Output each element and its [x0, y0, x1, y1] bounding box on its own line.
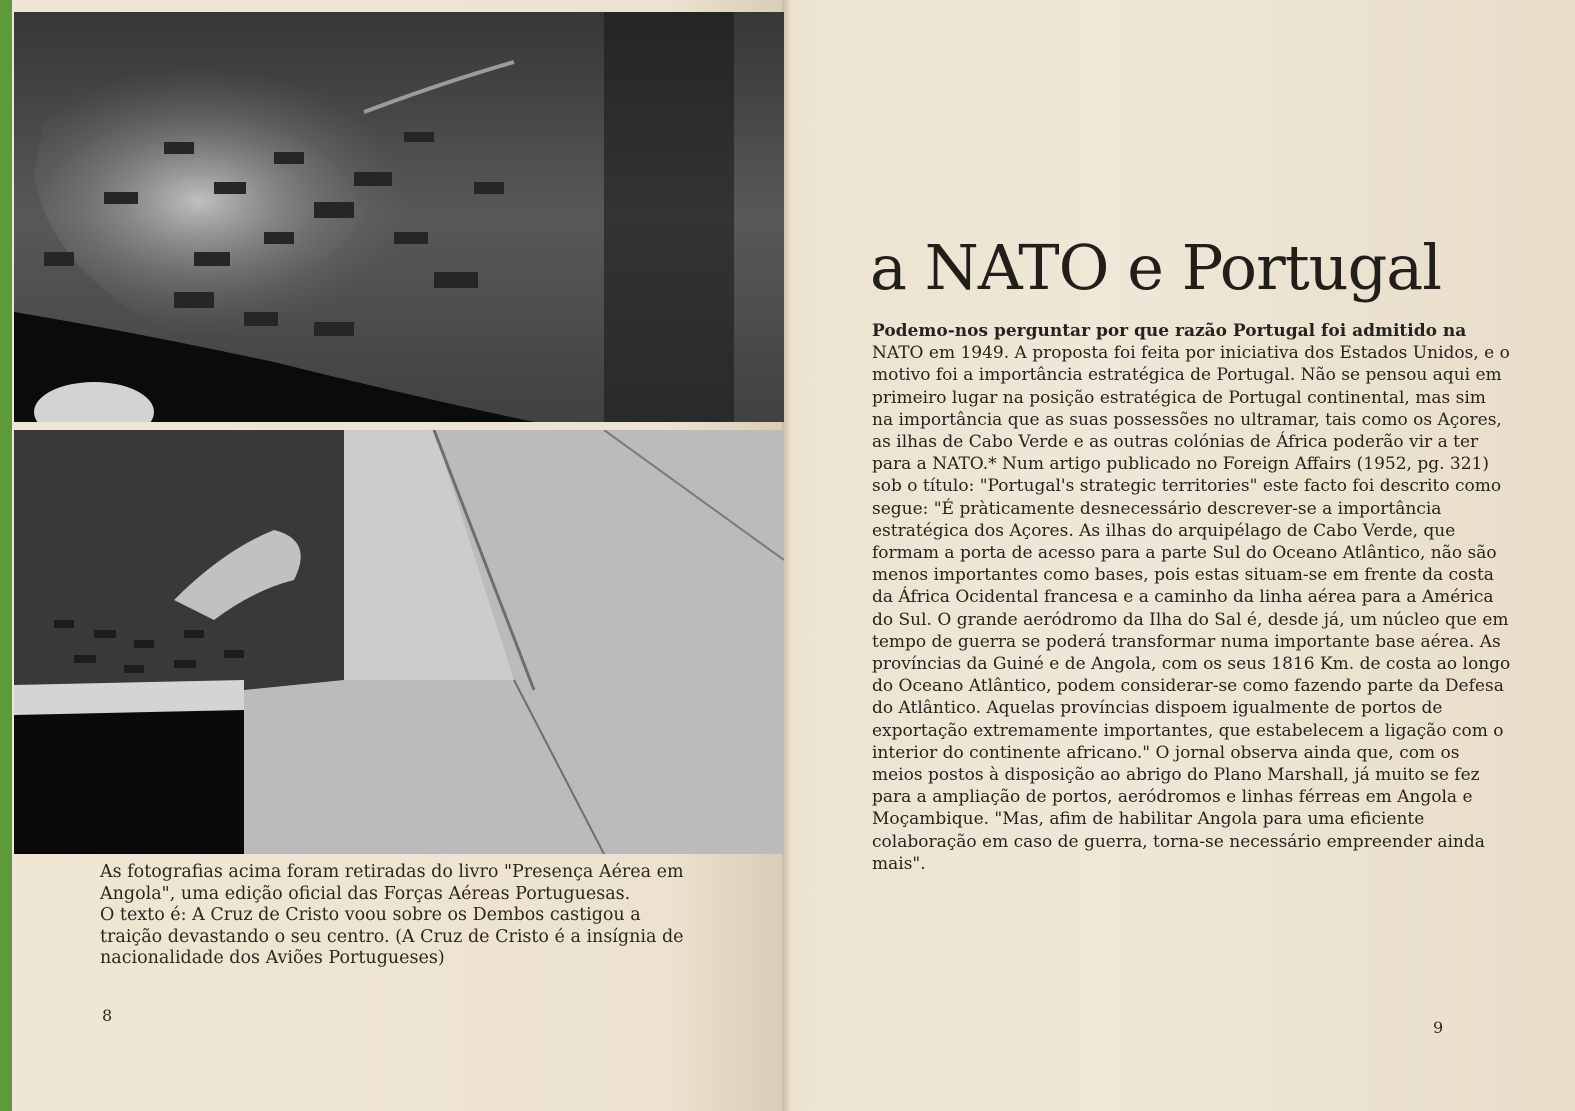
caption-paragraph: O texto é: A Cruz de Cristo voou sobre os Dembos castigou a traição devastando o seu centro. (A Cruz de Cristo é a insígnia de nacionalidade dos Aviões Portugueses)	[100, 905, 684, 968]
article-text: NATO em 1949. A proposta foi feita por iniciativa dos Estados Unidos, e o motivo foi a importância estratégica de Portugal. Não se pensou aqui em primeiro lugar na posição estratégica de Portugal continental, mas sim na importância que as suas possessões no ultramar, tais como os Açores, as ilhas de Cabo Verde e as outras colónias de África poderão vir a ter para a NATO.* Num artigo publicado no Foreign Affairs (1952, pg. 321) sob o título: "Portugal's strategic territories" este facto foi descrito como segue: "É pràticamente desnecessário descrever-se a importância estratégica dos Açores. As ilhas do arquipélago de Cabo Verde, que formam a porta de acesso para a parte Sul do Oceano Atlântico, não são menos importantes como bases, pois estas situam-se em frente da costa da África Ocidental francesa e a caminho da linha aérea para a América do Sul. O grande aeródromo da Ilha do Sal é, desde já, um núcleo que em tempo de guerra se poderá transformar numa importante base aérea. As províncias da Guiné e de Angola, com os seus 1816 Km. de costa ao longo do Oceano Atlântico, podem considerar-se como fazendo parte da Defesa do Atlântico. Aquelas províncias dispoem igualmente de portos de exportação extremamente importantes, que estabelecem a ligação com o interior do continente africano." O jornal observa ainda que, com os meios postos à disposição ao abrigo do Plano Marshall, já muito se fez para a ampliação de portos, aeródromos e linhas férreas em Angola e Moçambique. "Mas, afim de habilitar Angola para uma eficiente colaboração em caso de guerra, torna-se necessário empreender ainda mais".	[872, 343, 1511, 874]
article-body	[872, 320, 1512, 875]
aircraft-wing-photo	[14, 430, 784, 854]
green-cover-edge	[0, 0, 12, 1111]
page-number-left: 8	[102, 1006, 113, 1025]
page-number-right: 9	[1433, 1018, 1444, 1037]
photo-caption	[100, 862, 700, 970]
article-lead: Podemo-nos perguntar por que razão Portugal foi admitido na	[872, 321, 1467, 341]
caption-paragraph: As fotografias acima foram retiradas do livro "Presença Aérea em Angola", uma edição oficial das Forças Aéreas Portuguesas.	[100, 862, 684, 904]
article-title: a NATO e Portugal	[870, 231, 1442, 304]
aerial-village-photo	[14, 12, 784, 422]
